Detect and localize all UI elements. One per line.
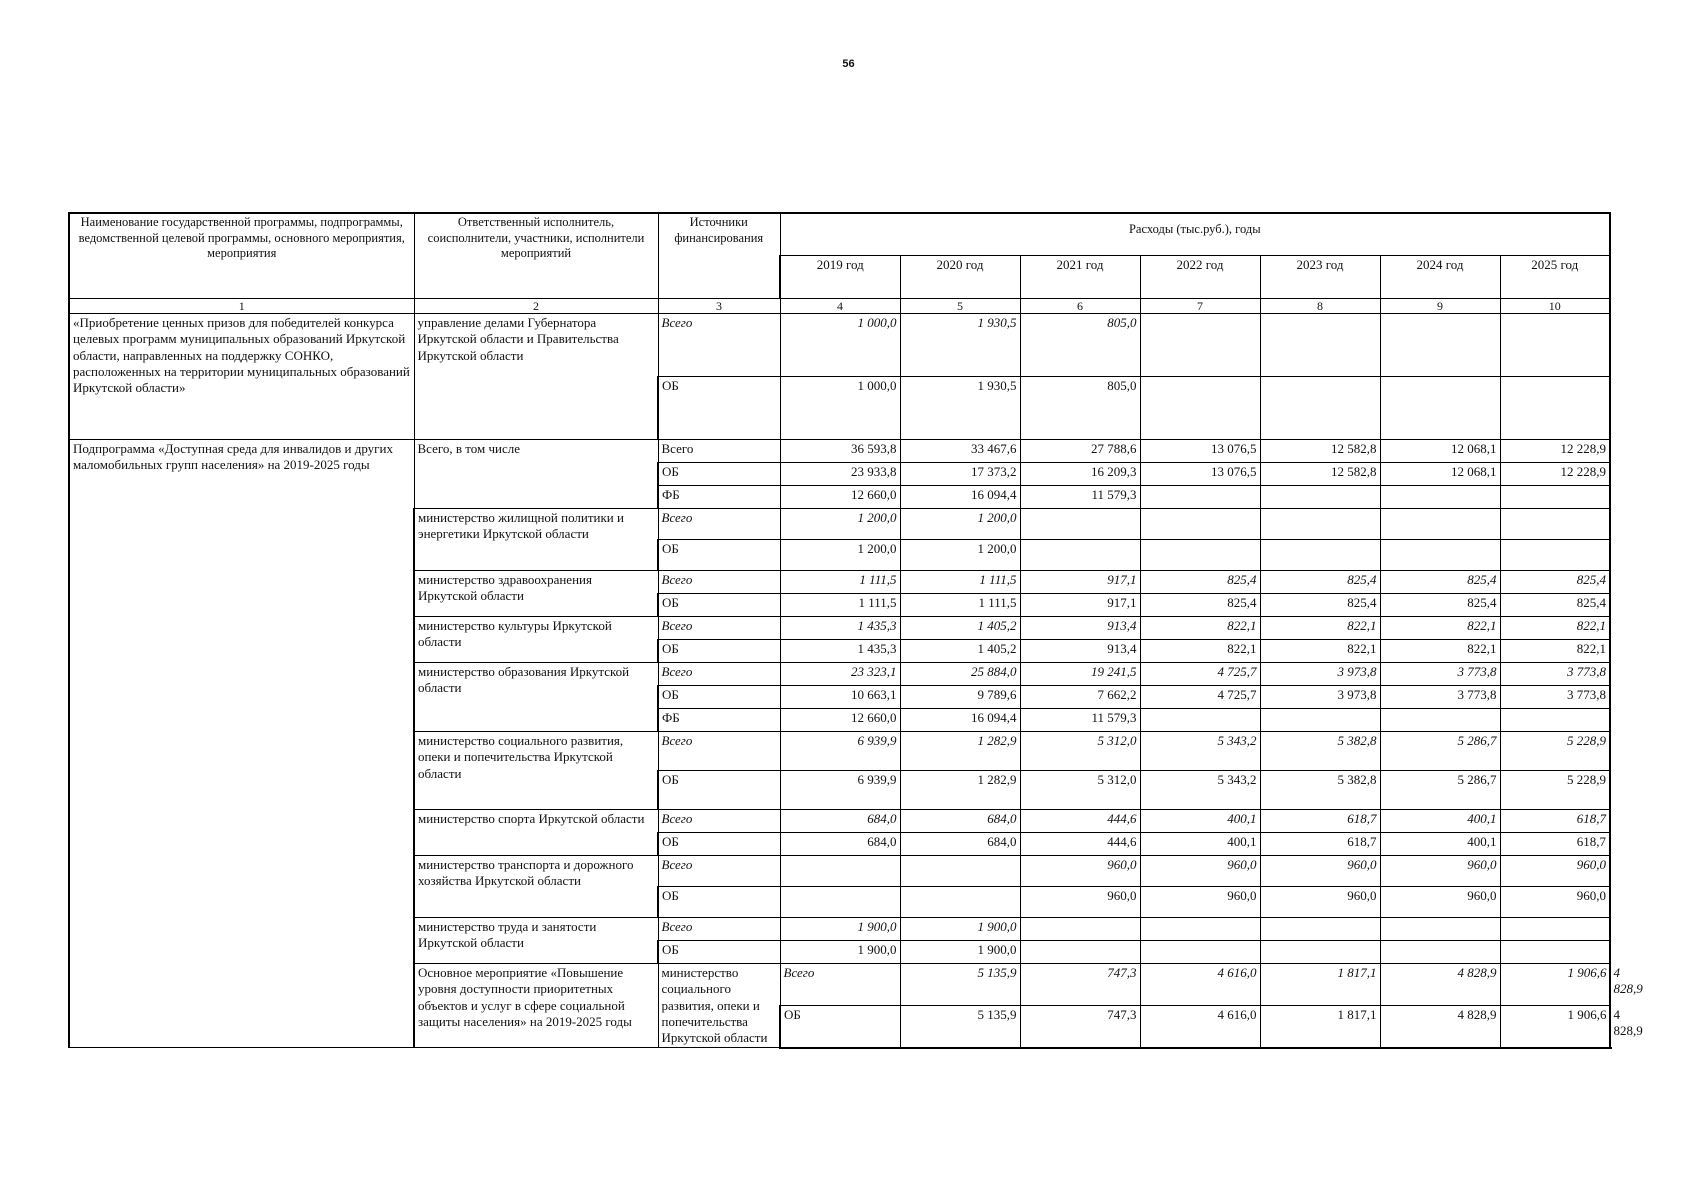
value-cell: 16 209,3 xyxy=(1020,463,1140,486)
value-cell: 5 286,7 xyxy=(1380,732,1500,771)
value-cell: 1 111,5 xyxy=(780,571,900,594)
value-cell xyxy=(1380,314,1500,377)
value-cell: 23 323,1 xyxy=(780,663,900,686)
executor-name: министерство культуры Иркутской области xyxy=(414,617,658,663)
value-cell: 5 343,2 xyxy=(1140,732,1260,771)
value-cell: 12 582,8 xyxy=(1260,440,1380,463)
value-cell: 747,3 xyxy=(1020,1005,1140,1047)
value-cell: 1 282,9 xyxy=(900,732,1020,771)
executor-name: министерство социального развития, опеки и попечительства Иркутской области xyxy=(414,732,658,810)
value-cell: 3 773,8 xyxy=(1500,686,1610,709)
value-cell: 4 828,9 xyxy=(1380,1005,1500,1047)
value-cell: 1 817,1 xyxy=(1260,1005,1380,1047)
value-cell: 33 467,6 xyxy=(900,440,1020,463)
source-cell: Всего xyxy=(658,617,780,640)
column-number: 4 xyxy=(780,299,900,314)
column-number: 5 xyxy=(900,299,1020,314)
value-cell: 5 228,9 xyxy=(1500,771,1610,810)
value-cell: 960,0 xyxy=(1260,887,1380,918)
value-cell xyxy=(1020,918,1140,941)
value-cell: 12 660,0 xyxy=(780,709,900,732)
value-cell: 822,1 xyxy=(1260,640,1380,663)
executor-name: министерство образования Иркутской области xyxy=(414,663,658,732)
source-cell: ОБ xyxy=(658,833,780,856)
value-cell: 1 930,5 xyxy=(900,377,1020,440)
header-expenses: Расходы (тыс.руб.), годы xyxy=(780,213,1610,256)
value-cell: 400,1 xyxy=(1140,833,1260,856)
value-cell: 960,0 xyxy=(1380,887,1500,918)
source-cell: ОБ xyxy=(658,686,780,709)
value-cell: 5 382,8 xyxy=(1260,771,1380,810)
value-cell: 960,0 xyxy=(1380,856,1500,887)
column-number: 3 xyxy=(658,299,780,314)
value-cell: 822,1 xyxy=(1380,640,1500,663)
value-cell: 822,1 xyxy=(1260,617,1380,640)
value-cell: 805,0 xyxy=(1020,377,1140,440)
column-number: 9 xyxy=(1380,299,1500,314)
value-cell xyxy=(1500,709,1610,732)
value-cell: 747,3 xyxy=(1020,964,1140,1006)
value-cell: 960,0 xyxy=(1020,856,1140,887)
value-cell: 5 312,0 xyxy=(1020,732,1140,771)
value-cell: 684,0 xyxy=(780,810,900,833)
value-cell: 17 373,2 xyxy=(900,463,1020,486)
value-cell: 12 582,8 xyxy=(1260,463,1380,486)
measure-name: «Приобретение ценных призов для победителей конкурса целевых программ муниципальных образований Иркутской области, направленных на поддержку СОНКО, расположенных на территории муниципальных образований Иркутской области» xyxy=(69,314,414,440)
executor-name: Всего, в том числе xyxy=(414,440,658,509)
value-cell: 960,0 xyxy=(1140,856,1260,887)
source-cell: ФБ xyxy=(658,709,780,732)
value-cell: 13 076,5 xyxy=(1140,440,1260,463)
value-cell: 618,7 xyxy=(1500,833,1610,856)
value-cell: 960,0 xyxy=(1500,856,1610,887)
value-cell xyxy=(1140,540,1260,571)
value-cell: 1 111,5 xyxy=(900,571,1020,594)
value-cell: 960,0 xyxy=(1020,887,1140,918)
value-cell: 16 094,4 xyxy=(900,486,1020,509)
value-cell xyxy=(1260,540,1380,571)
value-cell: 822,1 xyxy=(1500,640,1610,663)
source-cell: ОБ xyxy=(658,377,780,440)
value-cell: 11 579,3 xyxy=(1020,709,1140,732)
value-cell: 9 789,6 xyxy=(900,686,1020,709)
value-cell: 1 817,1 xyxy=(1260,964,1380,1006)
value-cell xyxy=(1500,486,1610,509)
source-cell: ОБ xyxy=(658,941,780,964)
value-cell: 684,0 xyxy=(780,833,900,856)
value-cell: 12 228,9 xyxy=(1500,440,1610,463)
value-cell: 19 241,5 xyxy=(1020,663,1140,686)
value-cell: 1 900,0 xyxy=(780,918,900,941)
value-cell: 960,0 xyxy=(1140,887,1260,918)
value-cell: 6 939,9 xyxy=(780,732,900,771)
value-cell xyxy=(900,887,1020,918)
value-cell: 1 900,0 xyxy=(780,941,900,964)
value-cell: 400,1 xyxy=(1140,810,1260,833)
value-cell xyxy=(1260,509,1380,540)
value-cell: 5 228,9 xyxy=(1500,732,1610,771)
value-cell: 7 662,2 xyxy=(1020,686,1140,709)
value-cell xyxy=(1140,918,1260,941)
source-cell: ОБ xyxy=(658,463,780,486)
executor-name: министерство транспорта и дорожного хозяйства Иркутской области xyxy=(414,856,658,918)
value-cell xyxy=(1140,941,1260,964)
value-cell: 1 282,9 xyxy=(900,771,1020,810)
value-cell: 4 828,9 xyxy=(1380,964,1500,1006)
value-cell xyxy=(1020,941,1140,964)
value-cell: 6 939,9 xyxy=(780,771,900,810)
executor-name: министерство жилищной политики и энергетики Иркутской области xyxy=(414,509,658,571)
budget-table: Наименование государственной программы, подпрограммы, ведомственной целевой программы, основного мероприятия, мероприятия Ответственный исполнитель, соисполнители, участники, исполнители мероприятий Источники финансирования Расходы (тыс.руб.), годы 2019 год 2020 год 2021 год 2022 год 2023 год 2024 год 2025 год 1 2 3 4 5 6 7 8 9 10 «Приобретение ценных призов для победителей конкурса целевых программ муниципальных образований Иркутской области, направленных на поддержку СОНКО, расположенных на территории муниципальных образований Иркутской области» управление делами Губернатора Иркутской области и Правительства Иркутской области Всего 1 000,0 1 930,5 805,0 ОБ 1 000,0 1 930,5 805,0 Подпрограмма «Доступная среда для инвалидов и других маломобильных групп населения» на 2019-2025 годы Всего, в том числе Всего 36 593,8 33 467,6 27 788,6 13 076,5 12 582,8 12 068,1 12 228,9 ОБ 23 933,8 17 373,2 16 209,3 13 076,5 12 582,8 12 068,1 12 228,9 ФБ 12 660,0 16 094,4 11 579,3 министерство жилищной политики и энергетики Иркутской области Всего 1 200,0 1 200,0 ОБ 1 200,0 1 200,0 министерство здравоохранения Иркутской области Всего 1 111,5 1 111,5 917,1 825,4 825,4 825,4 825,4 ОБ 1 111,5 1 111,5 917,1 825,4 825,4 825,4 825,4 министерство культуры Иркутской области Всего 1 435,3 1 405,2 913,4 822,1 822,1 822,1 822,1 ОБ 1 435,3 1 405,2 913,4 822,1 822,1 822,1 822,1 министерство образования Иркутской области Всего 23 323,1 25 884,0 19 241,5 4 725,7 3 973,8 3 773,8 3 773,8 ОБ 10 663,1 9 789,6 7 662,2 4 725,7 3 973,8 3 773,8 3 773,8 ФБ 12 660,0 16 094,4 11 579,3 министерство социального развития, опеки и попечительства Иркутской области Всего 6 939,9 1 282,9 5 312,0 5 343,2 5 382,8 5 286,7 5 228,9 ОБ 6 939,9 1 282,9 5 312,0 5 343,2 5 382,8 5 286,7 5 228,9 министерство спорта Иркутской области Всего 684,0 684,0 444,6 400,1 618,7 400,1 618,7 ОБ 684,0 684,0 444,6 400,1 618,7 400,1 618,7 министерство транспорта и дорожного хозяйства Иркутской области Всего 960,0 960,0 960,0 960,0 960,0 ОБ 960,0 960,0 960,0 960,0 960,0 министерство труда и занятости Иркутской области Всего 1 900,0 1 900,0 ОБ 1 900,0 1 900,0 Основное мероприятие «Повышение уровня доступности приоритетных объектов и услуг в сфере социальной защиты населения» на 2019-2025 годы министерство социального развития, опеки и попечительства Иркутской области Всего 5 135,9 747,3 4 616,0 1 817,1 4 828,9 1 906,6 4 828,9 ОБ 5 135,9 747,3 4 616,0 1 817,1 4 828,9 1 906,6 4 828,9 xyxy=(68,212,1611,1049)
value-cell: 10 663,1 xyxy=(780,686,900,709)
value-cell: 825,4 xyxy=(1500,594,1610,617)
page-number: 56 xyxy=(842,58,855,70)
executor-name: управление делами Губернатора Иркутской области и Правительства Иркутской области xyxy=(414,314,658,440)
value-cell: 4 725,7 xyxy=(1140,663,1260,686)
value-cell: 1 111,5 xyxy=(780,594,900,617)
value-cell: 1 000,0 xyxy=(780,377,900,440)
value-cell: 4 616,0 xyxy=(1140,1005,1260,1047)
value-cell: 1 900,0 xyxy=(900,941,1020,964)
value-cell: 5 135,9 xyxy=(900,1005,1020,1047)
column-number: 1 xyxy=(69,299,414,314)
source-cell: Всего xyxy=(658,732,780,771)
source-cell: Всего xyxy=(658,810,780,833)
value-cell: 444,6 xyxy=(1020,810,1140,833)
value-cell: 5 382,8 xyxy=(1260,732,1380,771)
value-cell: 618,7 xyxy=(1260,810,1380,833)
value-cell: 1 000,0 xyxy=(780,314,900,377)
value-cell: 12 068,1 xyxy=(1380,440,1500,463)
value-cell xyxy=(1020,540,1140,571)
value-cell: 4 725,7 xyxy=(1140,686,1260,709)
source-cell: ОБ xyxy=(658,887,780,918)
value-cell: 5 286,7 xyxy=(1380,771,1500,810)
value-cell: 822,1 xyxy=(1140,617,1260,640)
column-number: 8 xyxy=(1260,299,1380,314)
value-cell: 825,4 xyxy=(1140,571,1260,594)
value-cell xyxy=(1140,509,1260,540)
value-cell: 13 076,5 xyxy=(1140,463,1260,486)
value-cell: 3 773,8 xyxy=(1500,663,1610,686)
value-cell xyxy=(1260,709,1380,732)
value-cell: 684,0 xyxy=(900,810,1020,833)
value-cell: 400,1 xyxy=(1380,833,1500,856)
value-cell xyxy=(1380,709,1500,732)
value-cell: 400,1 xyxy=(1380,810,1500,833)
value-cell: 1 900,0 xyxy=(900,918,1020,941)
value-cell xyxy=(780,887,900,918)
value-cell: 444,6 xyxy=(1020,833,1140,856)
header-year: 2024 год xyxy=(1380,256,1500,299)
value-cell xyxy=(1380,540,1500,571)
column-number: 2 xyxy=(414,299,658,314)
value-cell: 3 973,8 xyxy=(1260,686,1380,709)
value-cell xyxy=(1500,941,1610,964)
value-cell: 12 660,0 xyxy=(780,486,900,509)
value-cell: 3 773,8 xyxy=(1380,663,1500,686)
value-cell xyxy=(1500,540,1610,571)
header-name: Наименование государственной программы, подпрограммы, ведомственной целевой программы, основного мероприятия, мероприятия xyxy=(69,213,414,299)
value-cell: 1 111,5 xyxy=(900,594,1020,617)
value-cell xyxy=(1380,509,1500,540)
value-cell xyxy=(1140,486,1260,509)
value-cell: 1 906,6 xyxy=(1500,1005,1610,1047)
source-cell: Всего xyxy=(658,571,780,594)
header-year: 2023 год xyxy=(1260,256,1380,299)
measure-name: Основное мероприятие «Повышение уровня доступности приоритетных объектов и услуг в сфере социальной защиты населения» на 2019-2025 годы xyxy=(414,964,658,1048)
value-cell: 1 906,6 xyxy=(1500,964,1610,1006)
source-cell: Всего xyxy=(780,964,900,1006)
value-cell: 27 788,6 xyxy=(1020,440,1140,463)
value-cell: 825,4 xyxy=(1260,571,1380,594)
executor-name: министерство спорта Иркутской области xyxy=(414,810,658,856)
value-cell xyxy=(1140,377,1260,440)
executor-name: министерство труда и занятости Иркутской области xyxy=(414,918,658,964)
value-cell: 11 579,3 xyxy=(1020,486,1140,509)
column-number: 7 xyxy=(1140,299,1260,314)
header-year: 2025 год xyxy=(1500,256,1610,299)
subprogram-name: Подпрограмма «Доступная среда для инвалидов и других маломобильных групп населения» на 2019-2025 годы xyxy=(69,440,414,1048)
value-cell: 36 593,8 xyxy=(780,440,900,463)
value-cell: 1 930,5 xyxy=(900,314,1020,377)
value-cell xyxy=(1260,486,1380,509)
source-cell: Всего xyxy=(658,509,780,540)
value-cell xyxy=(780,856,900,887)
source-cell: ОБ xyxy=(658,771,780,810)
value-cell: 960,0 xyxy=(1260,856,1380,887)
header-year: 2020 год xyxy=(900,256,1020,299)
source-cell: Всего xyxy=(658,856,780,887)
value-cell: 825,4 xyxy=(1260,594,1380,617)
header-year: 2022 год xyxy=(1140,256,1260,299)
header-year: 2019 год xyxy=(780,256,900,299)
value-cell: 960,0 xyxy=(1500,887,1610,918)
source-cell: ОБ xyxy=(658,540,780,571)
value-cell xyxy=(1500,509,1610,540)
executor-name: министерство социального развития, опеки и попечительства Иркутской области xyxy=(658,964,780,1048)
value-cell: 618,7 xyxy=(1500,810,1610,833)
value-cell: 1 405,2 xyxy=(900,640,1020,663)
value-cell xyxy=(1140,709,1260,732)
value-cell xyxy=(1140,314,1260,377)
value-cell: 12 068,1 xyxy=(1380,463,1500,486)
value-cell xyxy=(1380,918,1500,941)
value-cell: 825,4 xyxy=(1140,594,1260,617)
value-cell xyxy=(1380,486,1500,509)
value-cell xyxy=(1260,377,1380,440)
source-cell: Всего xyxy=(658,314,780,377)
value-cell: 1 200,0 xyxy=(780,540,900,571)
value-cell: 1 200,0 xyxy=(900,540,1020,571)
value-cell: 1 200,0 xyxy=(900,509,1020,540)
source-cell: Всего xyxy=(658,440,780,463)
value-cell: 23 933,8 xyxy=(780,463,900,486)
value-cell: 917,1 xyxy=(1020,594,1140,617)
value-cell xyxy=(1260,314,1380,377)
value-cell: 16 094,4 xyxy=(900,709,1020,732)
value-cell: 1 435,3 xyxy=(780,617,900,640)
source-cell: ФБ xyxy=(658,486,780,509)
value-cell: 684,0 xyxy=(900,833,1020,856)
source-cell: Всего xyxy=(658,918,780,941)
value-cell: 825,4 xyxy=(1380,571,1500,594)
value-cell: 917,1 xyxy=(1020,571,1140,594)
header-source: Источники финансирования xyxy=(658,213,780,299)
value-cell xyxy=(1500,918,1610,941)
value-cell: 822,1 xyxy=(1140,640,1260,663)
header-executor: Ответственный исполнитель, соисполнители, участники, исполнители мероприятий xyxy=(414,213,658,299)
value-cell xyxy=(1020,509,1140,540)
header-year: 2021 год xyxy=(1020,256,1140,299)
value-cell xyxy=(1380,377,1500,440)
column-number: 6 xyxy=(1020,299,1140,314)
source-cell: ОБ xyxy=(780,1005,900,1047)
executor-name: министерство здравоохранения Иркутской области xyxy=(414,571,658,617)
value-cell: 5 343,2 xyxy=(1140,771,1260,810)
value-cell: 822,1 xyxy=(1500,617,1610,640)
column-number: 10 xyxy=(1500,299,1610,314)
value-cell xyxy=(1260,918,1380,941)
value-cell: 825,4 xyxy=(1500,571,1610,594)
source-cell: ОБ xyxy=(658,594,780,617)
source-cell: Всего xyxy=(658,663,780,686)
value-cell: 3 973,8 xyxy=(1260,663,1380,686)
source-cell: ОБ xyxy=(658,640,780,663)
value-cell: 913,4 xyxy=(1020,640,1140,663)
value-cell: 618,7 xyxy=(1260,833,1380,856)
value-cell: 822,1 xyxy=(1380,617,1500,640)
value-cell: 913,4 xyxy=(1020,617,1140,640)
value-cell: 5 135,9 xyxy=(900,964,1020,1006)
value-cell xyxy=(1500,377,1610,440)
value-cell: 805,0 xyxy=(1020,314,1140,377)
value-cell xyxy=(900,856,1020,887)
value-cell: 4 616,0 xyxy=(1140,964,1260,1006)
value-cell: 5 312,0 xyxy=(1020,771,1140,810)
value-cell: 1 435,3 xyxy=(780,640,900,663)
value-cell xyxy=(1500,314,1610,377)
value-cell: 25 884,0 xyxy=(900,663,1020,686)
value-cell: 12 228,9 xyxy=(1500,463,1610,486)
value-cell xyxy=(1380,941,1500,964)
value-cell: 1 405,2 xyxy=(900,617,1020,640)
value-cell: 825,4 xyxy=(1380,594,1500,617)
value-cell xyxy=(1260,941,1380,964)
value-cell: 1 200,0 xyxy=(780,509,900,540)
value-cell: 3 773,8 xyxy=(1380,686,1500,709)
